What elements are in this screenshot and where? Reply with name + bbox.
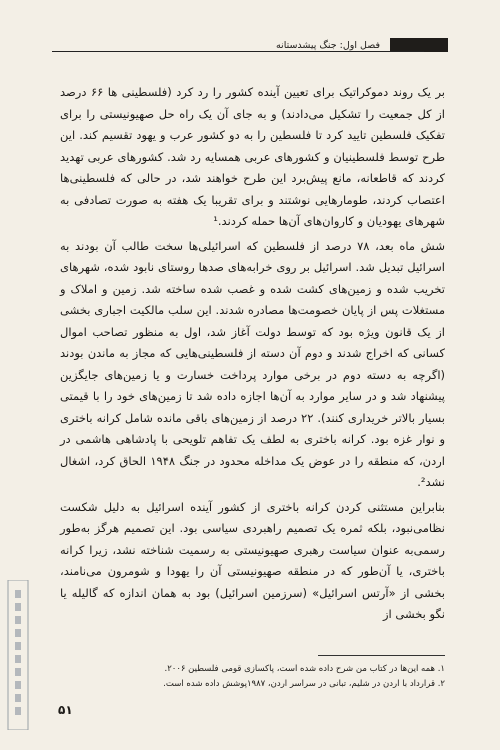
footnotes [60,662,445,692]
header-rule [52,51,424,52]
footnote-rule [318,655,445,656]
paragraph: بر یک روند دموکراتیک برای تعیین آینده کشور را رد کرد (فلسطینی ها ۶۶ درصد از کل جمعیت را تشکیل می‌دادند) و به جای آن یک راه حل صهیونیستی را برای تفکیک فلسطین تایید کرد تا فلسطین را به دو کشور عرب و یهود تقسیم کند. این طرح توسط فلسطینیان و کشورهای عربی همسایه رد شد. کشورهای عربی تهدید کردند که قاطعانه، مانع پیش‌برد این طرح خواهند شد، در حالی که فلسطینی‌ها اعتصاب کردند، طومارهایی نوشتند و برای تقریبا یک هفته به صورت تصادفی به شهرهای یهودیان و کاروان‌های آن‌ها حمله کردند.¹ [60,85,446,228]
library-stamp-watermark [6,580,30,730]
footnote: ۱. همه این‌ها در کتاب من شرح داده شده است، پاکسازی قومی فلسطین ۲۰۰۶. [164,664,445,674]
chapter-title-mark [390,38,448,52]
page-number: ۵۱ [58,703,73,717]
paragraph: بنابراین مستثنی کردن کرانه باختری از کشور آینده اسرائیل به دلیل شکست نظامی‌نبود، بلکه ثمره یک تصمیم راهبردی سیاسی بود. این تصمیم هرگز به‌طور رسمی‌به عنوان سیاست رهبری صهیونیستی به رسمیت شناخته نشد، زیرا کرانه باختری، یا آن‌طور که در منطقه صهیونیستی آن را یهودا و شومرون می‌نامند، بخشی از «آرتس اسرائیل» (سرزمین اسرائیل) بود به همان اندازه که گالیله یا نگو بخشی از [60,499,445,621]
body-text [60,82,445,629]
footnote: ۲. قرارداد با اردن در شلیم، تبانی در سراسر اردن، ۱۹۸۷پوشش داده شده است. [163,679,445,689]
paragraph: شش ماه بعد، ۷۸ درصد از فلسطین که اسرائیلی‌ها سخت طالب آن بودند به اسرائیل تبدیل شد. اسرائیل بر روی خرابه‌های صدها روستای نابود شده، شهرهای تخریب شده و زمین‌های کشت شده و غصب شده ساخته شد. زمین و املاک و مستغلات پس از پایان خصومت‌ها مصادره شدند. این سلب مالکیت اجباری بخشی از یک قانون ویژه بود که توسط دولت آغاز شد، اول به منظور تصاحب اموال کسانی که اخراج شدند و دوم آن دسته از فلسطینی‌هایی که مجاز به ماندن بودند (اگرچه به دسته دوم در برخی موارد پرداخت خسارت و یا زمین‌های جایگزین پیشنهاد شد و در سایر موارد به آن‌ها اجازه داده شد تا زمین‌های خود را با قیمتی بسیار بالاتر خریداری کنند). ۲۲ درصد از زمین‌های باقی مانده شامل کرانه باختری و نوار غزه بود. کرانه باختری به لطف یک تفاهم تلویحی با پادشاهی هاشمی در اردن، که منطقه را در عوض یک مداخله محدود در جنگ ۱۹۴۸ الحاق کرد، اشغال نشد². [60,238,445,489]
running-header: فصل اول: جنگ پیشدستانه [275,40,380,51]
